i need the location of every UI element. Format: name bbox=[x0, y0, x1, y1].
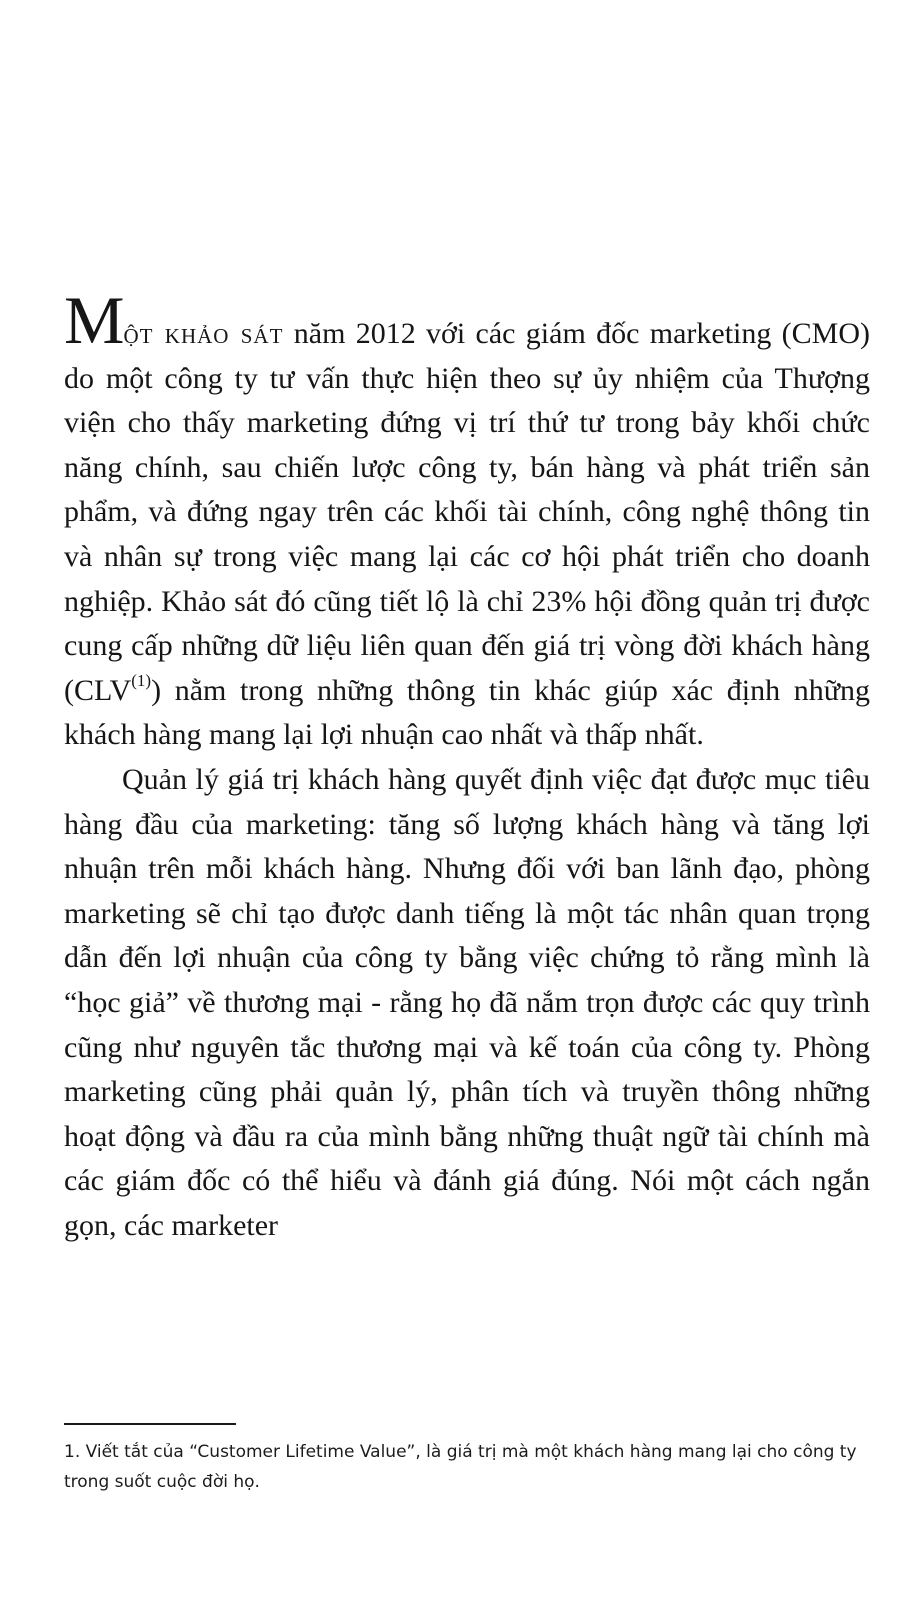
paragraph-1-text-after: ) nằm trong những thông tin khác giúp xác định những khách hàng mang lại lợi nhuận cao nhất và thấp nhất. bbox=[64, 673, 870, 752]
drop-cap: M bbox=[64, 282, 124, 358]
footnote: 1. Viết tắt của “Customer Lifetime Value”, là giá trị mà một khách hàng mang lại cho công ty trong suốt cuộc đời họ. bbox=[64, 1442, 857, 1492]
footnote-divider bbox=[64, 1423, 236, 1425]
paragraph-1 bbox=[64, 282, 871, 758]
paragraph-2: Quản lý giá trị khách hàng quyết định việc đạt được mục tiêu hàng đầu của marketing: tăng số lượng khách hàng và tăng lợi nhuận trên mỗi khách hàng. Nhưng đối với ban lãnh đạo, phòng marketing sẽ chỉ tạo được danh tiếng là một tác nhân quan trọng dẫn đến lợi nhuận của công ty bằng việc chứng tỏ rằng mình là “học giả” về thương mại - rằng họ đã nắm trọn được các quy trình cũng như nguyên tắc thương mại và kế toán của công ty. Phòng marketing cũng phải quản lý, phân tích và truyền thông những hoạt động và đầu ra của mình bằng những thuật ngữ tài chính mà các giám đốc có thể hiểu và đánh giá đúng. Nói một cách ngắn gọn, các marketer bbox=[64, 762, 870, 1242]
small-caps-lead: ột khảo sát bbox=[123, 317, 284, 350]
book-page bbox=[64, 0, 870, 1614]
paragraph-1-text: năm 2012 với các giám đốc marketing (CMO) do một công ty tư vấn thực hiện theo sự ủy nhiệm của Thượng viện cho thấy marketing đứng vị trí thứ tư trong bảy khối chức năng chính, sau chiến lược công ty, bán hàng và phát triển sản phẩm, và đứng ngay trên các khối tài chính, công nghệ thông tin và nhân sự trong việc mang lại các cơ hội phát triển cho doanh nghiệp. Khảo sát đó cũng tiết lộ là chỉ 23% hội đồng quản trị được cung cấp những dữ liệu liên quan đến giá trị vòng đời khách hàng (CLV bbox=[64, 317, 871, 707]
main-text bbox=[64, 282, 871, 1248]
footnote-marker: (1) bbox=[131, 670, 152, 690]
